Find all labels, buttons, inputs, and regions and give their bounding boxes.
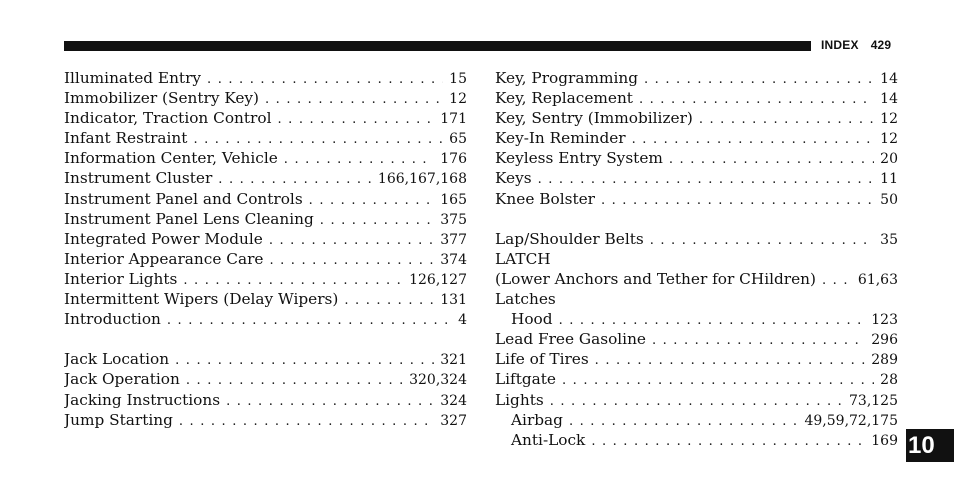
dot-leader: [595, 351, 866, 369]
index-entry: [495, 68, 898, 88]
entry-page: 14: [880, 71, 898, 87]
dot-leader: [669, 150, 874, 168]
entry-term: Immobilizer (Sentry Key): [64, 89, 260, 108]
dot-leader: [822, 271, 852, 289]
index-entry: [64, 189, 467, 209]
dot-leader: [175, 351, 434, 369]
entry-term: Hood: [511, 310, 553, 329]
dot-leader: [562, 371, 874, 389]
entry-page: 131: [440, 292, 467, 309]
page-number: 429: [870, 38, 892, 52]
entry-term: Liftgate: [495, 370, 556, 389]
entry-page: 289: [871, 352, 898, 369]
entry-page: 61,63: [857, 271, 898, 288]
index-entry: [64, 269, 467, 289]
group-spacer: [495, 209, 898, 229]
section-title: INDEX: [821, 38, 859, 52]
entry-term: Interior Appearance Care: [64, 249, 264, 268]
index-entry: [495, 369, 898, 389]
entry-term: Keyless Entry System: [495, 149, 663, 168]
entry-page: 15: [449, 71, 467, 87]
index-column-left: [64, 68, 467, 430]
entry-term: Keys: [495, 169, 532, 188]
index-entry: [495, 148, 898, 168]
index-entry: [64, 108, 467, 128]
header-rule: [64, 41, 811, 51]
entry-term: Lap/Shoulder Belts: [495, 229, 644, 248]
dot-leader: [186, 371, 403, 389]
running-header: [821, 38, 891, 52]
entry-page: 4: [458, 312, 467, 329]
entry-page: 176: [440, 151, 467, 168]
dot-leader: [650, 231, 874, 249]
dot-leader: [538, 170, 875, 188]
dot-leader: [569, 412, 799, 430]
entry-page: 327: [440, 412, 467, 429]
entry-term: Anti-Lock: [511, 430, 586, 449]
entry-page: 296: [871, 332, 898, 349]
dot-leader: [309, 191, 435, 209]
entry-term: (Lower Anchors and Tether for CHildren): [495, 269, 816, 288]
entry-term: Information Center, Vehicle: [64, 149, 278, 168]
entry-term: Knee Bolster: [495, 189, 595, 208]
entry-page: 73,125: [849, 392, 898, 409]
index-entry: [64, 148, 467, 168]
entry-page: 321: [440, 352, 467, 369]
dot-leader: [601, 191, 874, 209]
entry-page: 14: [880, 91, 898, 108]
entry-term: Jack Operation: [64, 370, 180, 389]
index-entry: [64, 410, 467, 430]
index-entry: [495, 229, 898, 249]
index-entry: [64, 229, 467, 249]
index-entry: [64, 249, 467, 269]
dot-leader: [284, 150, 434, 168]
chapter-tab: 10: [906, 429, 954, 462]
index-entry: [64, 209, 467, 229]
index-entry: [495, 390, 898, 410]
index-subentry: [495, 309, 898, 329]
entry-term: Key, Sentry (Immobilizer): [495, 109, 693, 128]
dot-leader: [218, 170, 372, 188]
dot-leader: [269, 251, 434, 269]
entry-page: 375: [440, 211, 467, 228]
entry-term: Life of Tires: [495, 350, 589, 369]
entry-page: 50: [880, 191, 898, 208]
index-entry: [495, 88, 898, 108]
dot-leader: [179, 412, 434, 430]
index-heading: [495, 249, 898, 269]
index-entry: [64, 309, 467, 329]
index-entry: [495, 168, 898, 188]
entry-page: 11: [880, 171, 898, 188]
entry-term: Instrument Panel Lens Cleaning: [64, 209, 314, 228]
entry-term: Jack Location: [64, 350, 170, 369]
entry-page: 377: [440, 231, 467, 248]
dot-leader: [559, 311, 866, 329]
dot-leader: [183, 271, 403, 289]
entry-term: Jacking Instructions: [64, 390, 221, 409]
entry-page: 12: [880, 111, 898, 128]
entry-term: Key-In Reminder: [495, 129, 626, 148]
entry-page: 126,127: [409, 271, 467, 288]
entry-page: 12: [449, 91, 467, 108]
entry-term: Key, Programming: [495, 69, 638, 87]
index-entry: [495, 128, 898, 148]
entry-term: Illuminated Entry: [64, 69, 202, 87]
entry-page: 49,59,72,175: [804, 412, 898, 429]
entry-page: 123: [871, 312, 898, 329]
entry-term: Latches: [495, 290, 556, 309]
entry-term: Instrument Cluster: [64, 169, 213, 188]
index-entry: [64, 168, 467, 188]
entry-term: Indicator, Traction Control: [64, 109, 272, 128]
entry-term: Airbag: [511, 410, 563, 429]
entry-term: Infant Restraint: [64, 129, 188, 148]
dot-leader: [550, 392, 843, 410]
dot-leader: [699, 110, 874, 128]
entry-term: Instrument Panel and Controls: [64, 189, 303, 208]
index-entry: [495, 269, 898, 289]
dot-leader: [652, 331, 865, 349]
dot-leader: [344, 291, 434, 309]
dot-leader: [632, 130, 875, 148]
entry-term: Interior Lights: [64, 269, 178, 288]
index-entry: [64, 289, 467, 309]
entry-page: 20: [880, 151, 898, 168]
entry-page: 324: [440, 392, 467, 409]
entry-term: Key, Replacement: [495, 89, 633, 108]
entry-term: Lights: [495, 390, 544, 409]
entry-page: 28: [880, 372, 898, 389]
entry-term: Introduction: [64, 310, 161, 329]
group-spacer: [64, 329, 467, 349]
entry-term: LATCH: [495, 249, 551, 268]
entry-page: 166,167,168: [377, 171, 467, 188]
entry-page: 374: [440, 251, 467, 268]
dot-leader: [639, 90, 874, 108]
index-column-right: [495, 68, 898, 450]
index-entry: [64, 390, 467, 410]
dot-leader: [226, 392, 434, 410]
entry-term: Jump Starting: [64, 410, 173, 429]
index-entry: [495, 108, 898, 128]
index-entry: [495, 329, 898, 349]
index-subentry: [495, 410, 898, 430]
dot-leader: [193, 130, 443, 148]
index-entry: [495, 189, 898, 209]
entry-page: 165: [440, 191, 467, 208]
index-entry: [64, 128, 467, 148]
entry-term: Intermittent Wipers (Delay Wipers): [64, 290, 339, 309]
entry-page: 169: [871, 432, 898, 449]
entry-term: Lead Free Gasoline: [495, 330, 646, 349]
entry-page: 65: [449, 131, 467, 148]
dot-leader: [320, 211, 434, 229]
dot-leader: [265, 90, 443, 108]
dot-leader: [167, 311, 452, 329]
entry-page: 12: [880, 131, 898, 148]
index-entry: [64, 369, 467, 389]
index-entry: [64, 68, 467, 88]
dot-leader: [644, 70, 874, 88]
dot-leader: [591, 432, 865, 450]
index-entry: [64, 349, 467, 369]
index-entry: [495, 349, 898, 369]
index-entry: [64, 88, 467, 108]
index-heading: [495, 289, 898, 309]
entry-page: 171: [440, 111, 467, 128]
entry-page: 35: [880, 231, 898, 248]
entry-term: Integrated Power Module: [64, 229, 263, 248]
dot-leader: [277, 110, 434, 128]
entry-page: 320,324: [409, 372, 467, 389]
index-subentry: [495, 430, 898, 450]
dot-leader: [207, 70, 443, 88]
dot-leader: [269, 231, 434, 249]
